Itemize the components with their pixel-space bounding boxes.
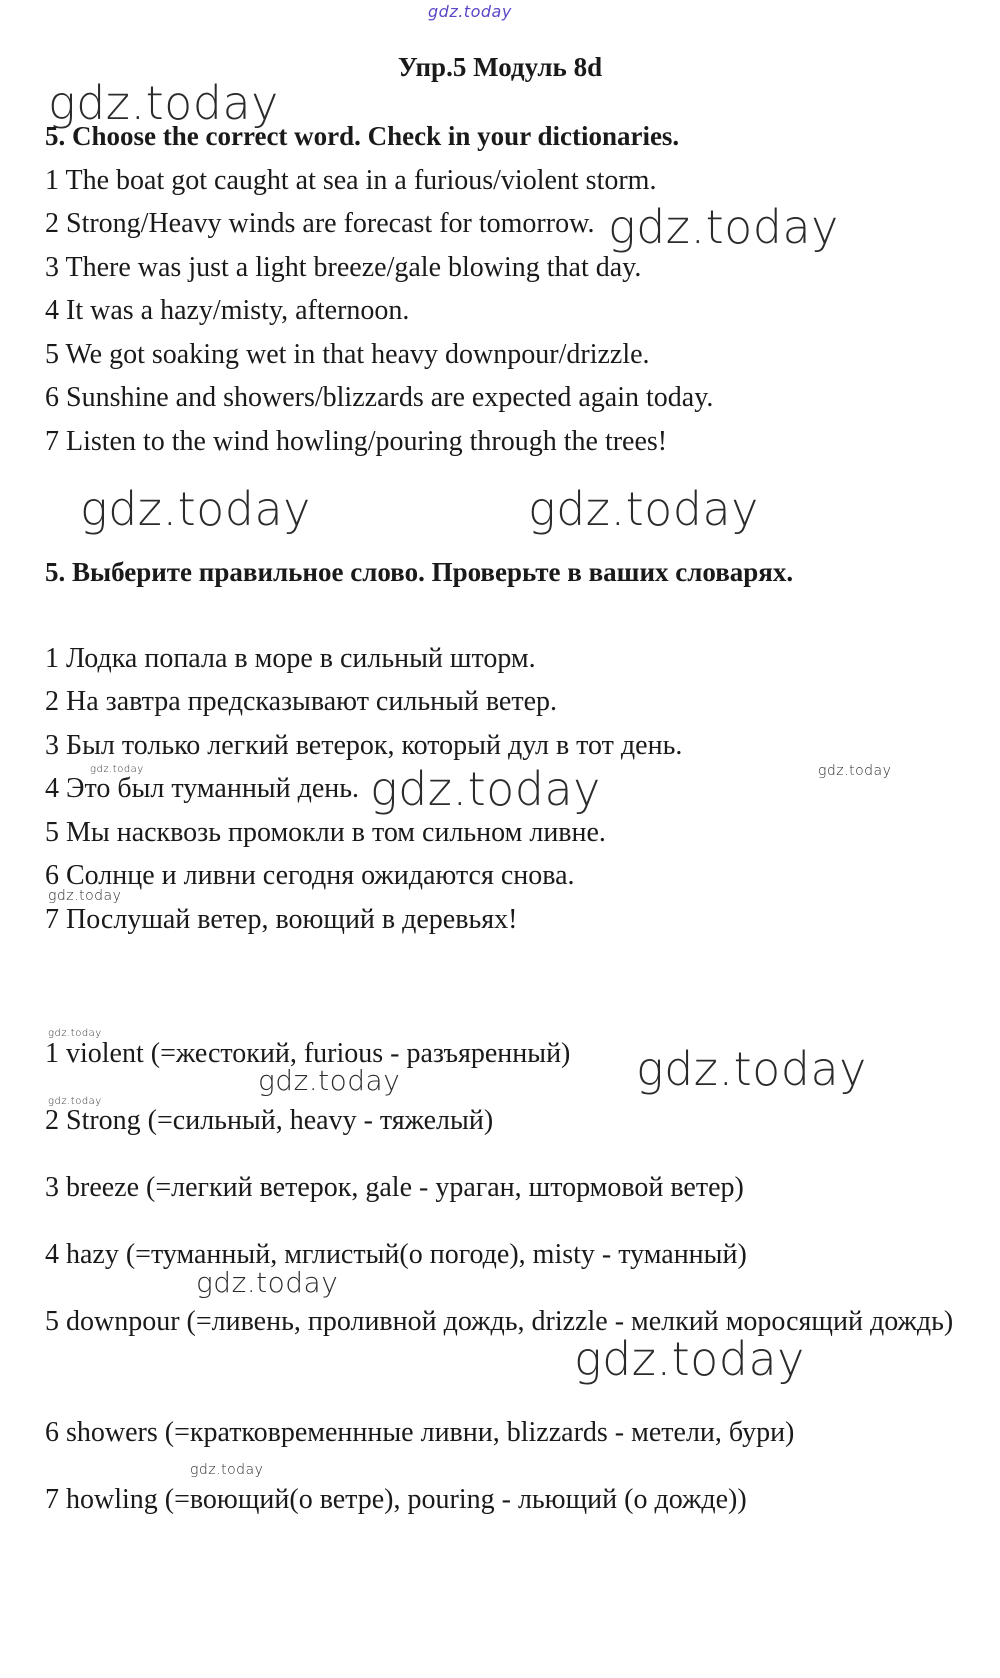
answer-line-1: 1 violent (=жестокий, furious - разъяренный) (45, 1038, 571, 1069)
answer-line-6: 6 showers (=кратковременнные ливни, blizzards - метели, бури) (45, 1417, 795, 1448)
english-line-1: 1 The boat got caught at sea in a furious/violent storm. (45, 165, 657, 196)
watermark: gdz.today (636, 1042, 867, 1096)
english-line-2: 2 Strong/Heavy winds are forecast for tomorrow. (45, 208, 595, 239)
english-line-7: 7 Listen to the wind howling/pouring through the trees! (45, 426, 668, 457)
russian-line-2: 2 На завтра предсказывают сильный ветер. (45, 686, 558, 717)
watermark: gdz.today (258, 1064, 401, 1097)
answer-line-2: 2 Strong (=сильный, heavy - тяжелый) (45, 1105, 494, 1136)
watermark: gdz.today (90, 764, 144, 775)
english-line-5: 5 We got soaking wet in that heavy downpour/drizzle. (45, 339, 650, 370)
watermark: gdz.today (48, 76, 279, 130)
russian-line-7: 7 Послушай ветер, воющий в деревьях! (45, 904, 518, 935)
watermark: gdz.today (80, 482, 311, 536)
answer-line-4: 4 hazy (=туманный, мглистый(о погоде), misty - туманный) (45, 1239, 747, 1270)
page-title: Упр.5 Модуль 8d (397, 52, 603, 82)
watermark: gdz.today (48, 1028, 102, 1039)
watermark: gdz.today (48, 1096, 102, 1107)
watermark: gdz.today (196, 1266, 339, 1299)
answer-line-5: 5 downpour (=ливень, проливной дождь, drizzle - мелкий моросящий дождь) (45, 1306, 954, 1337)
watermark: gdz.today (608, 200, 839, 254)
watermark: gdz.today (528, 482, 759, 536)
russian-line-5: 5 Мы насквозь промокли в том сильном ливне. (45, 817, 606, 848)
russian-line-1: 1 Лодка попала в море в сильный шторм. (45, 643, 536, 674)
watermark: gdz.today (818, 763, 892, 779)
english-line-6: 6 Sunshine and showers/blizzards are expected again today. (45, 382, 714, 413)
russian-line-6: 6 Солнце и ливни сегодня ожидаются снова. (45, 860, 575, 891)
watermark: gdz.today (48, 888, 122, 904)
russian-line-3: 3 Был только легкий ветерок, который дул в тот день. (45, 730, 683, 761)
watermark: gdz.today (370, 762, 601, 816)
russian-line-4: 4 Это был туманный день. (45, 773, 360, 804)
english-line-4: 4 It was a hazy/misty, afternoon. (45, 295, 410, 326)
answer-line-3: 3 breeze (=легкий ветерок, gale - ураган, штормовой ветер) (45, 1172, 744, 1203)
russian-heading: 5. Выберите правильное слово. Проверьте в ваших словарях. (45, 557, 794, 587)
english-line-3: 3 There was just a light breeze/gale blowing that day. (45, 252, 642, 283)
answer-line-7: 7 howling (=воющий(о ветре), pouring - льющий (о дожде)) (45, 1484, 747, 1515)
english-heading: 5. Choose the correct word. Check in your dictionaries. (45, 121, 680, 151)
watermark-top: gdz.today (428, 2, 512, 21)
watermark: gdz.today (574, 1332, 805, 1386)
watermark: gdz.today (190, 1462, 264, 1478)
